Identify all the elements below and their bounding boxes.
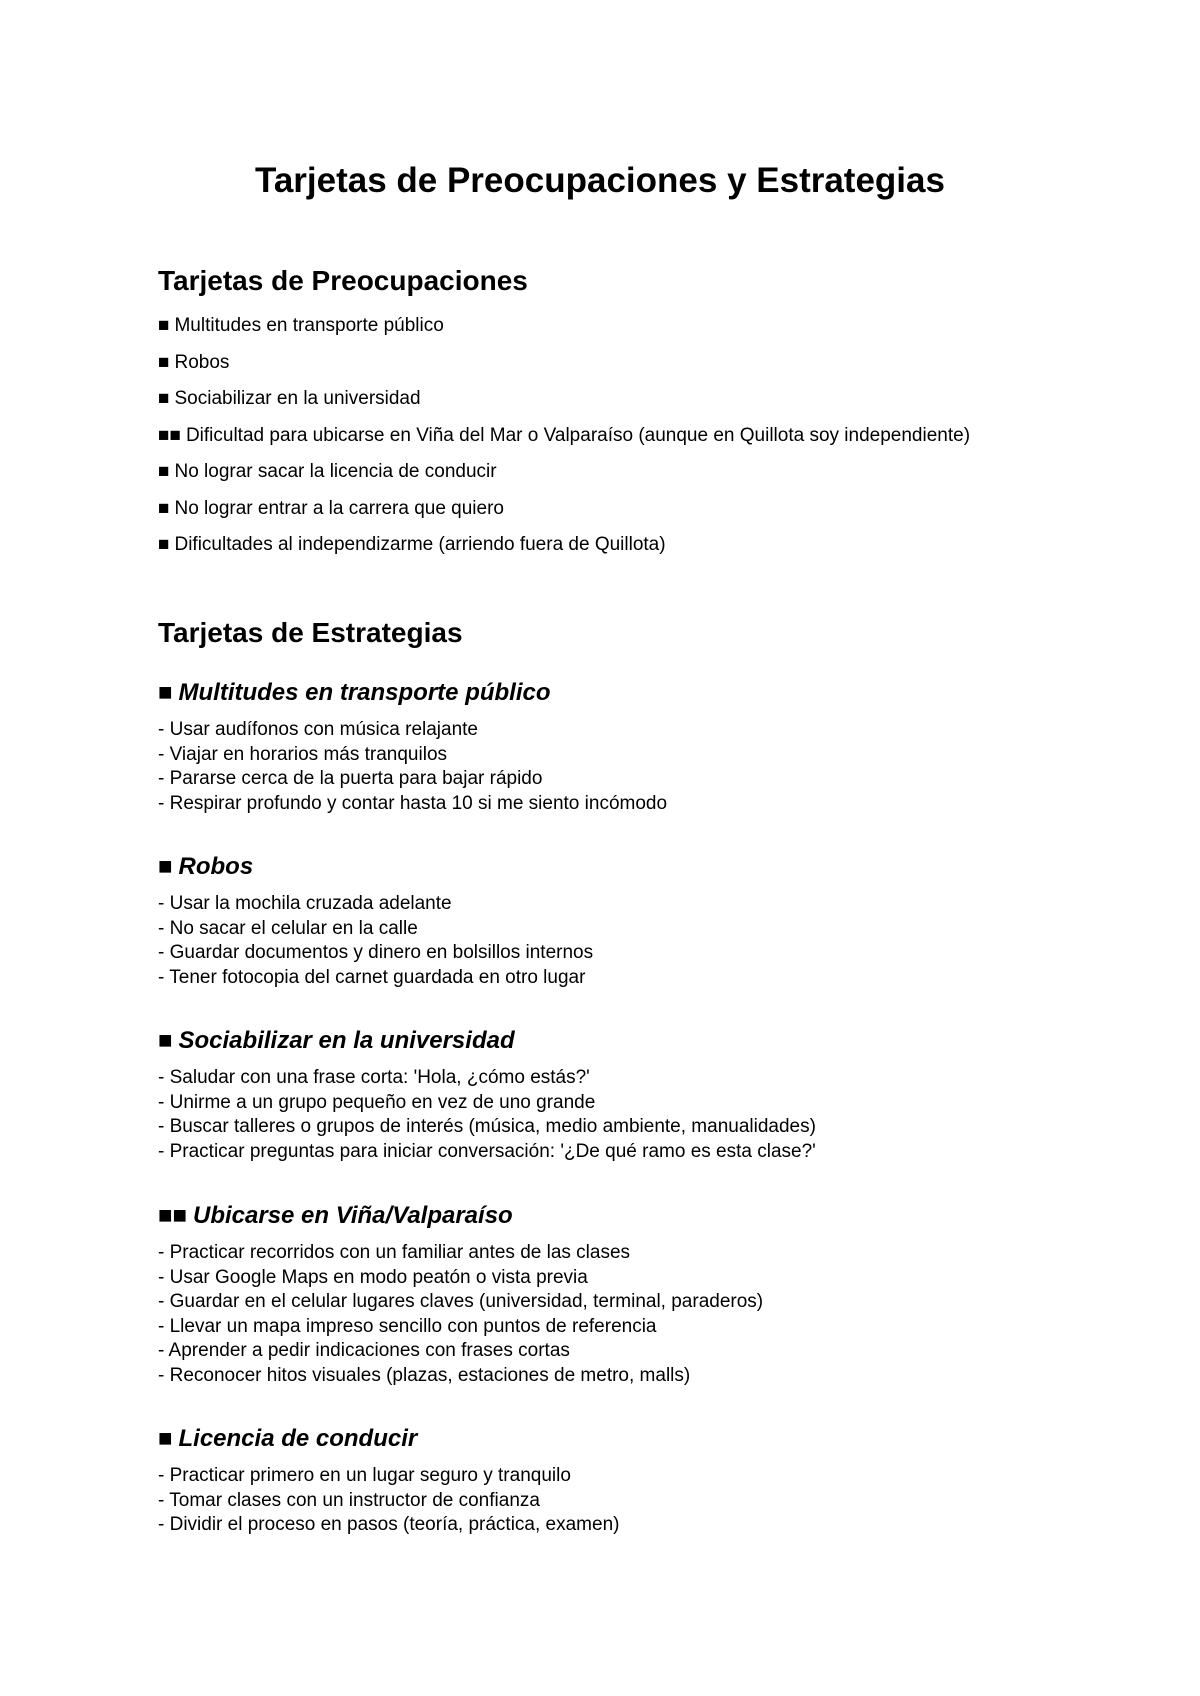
square-bullet-icon: ■ [158,388,170,409]
worries-list [158,308,970,564]
strategy-line: - Unirme a un grupo pequeño en vez de uno grande [158,1091,596,1113]
strategy-lines [158,892,593,990]
strategy-lines [158,718,667,816]
strategies-heading: Tarjetas de Estrategias [158,617,463,648]
worry-text: Sociabilizar en la universidad [174,388,421,409]
strategy-line: - Respirar profundo y contar hasta 10 si me siento incómodo [158,792,668,814]
strategy-line: - Tomar clases con un instructor de confianza [158,1489,540,1511]
worry-text: Multitudes en transporte público [174,315,444,336]
strategy-line: - Practicar primero en un lugar seguro y tranquilo [158,1465,571,1486]
double-square-bullet-icon: ■■ [158,1202,187,1229]
strategy-title-text: Licencia de conducir [178,1425,418,1452]
square-bullet-icon: ■ [158,679,173,706]
list-item [158,454,970,491]
strategy-line: - Tener fotocopia del carnet guardada en otro lugar [158,966,586,988]
strategy-title-text: Multitudes en transporte público [178,679,551,706]
square-bullet-icon: ■ [158,461,170,482]
list-item [158,381,970,418]
worries-heading: Tarjetas de Preocupaciones [158,265,528,296]
strategy-card-sociabilizar [158,1026,816,1164]
strategy-title-text: Robos [178,853,254,880]
strategy-line: - Usar Google Maps en modo peatón o vista previa [158,1266,588,1288]
strategy-lines [158,1241,763,1388]
strategy-line: - Llevar un mapa impreso sencillo con puntos de referencia [158,1315,657,1337]
list-item [158,527,970,564]
list-item [158,418,970,455]
worry-text: Dificultades al independizarme (arriendo fuera de Quillota) [174,534,666,555]
strategy-lines [158,1066,816,1164]
list-item [158,345,970,382]
strategy-card-title [158,1201,763,1231]
strategy-card-title [158,852,593,882]
strategy-line: - Reconocer hitos visuales (plazas, estaciones de metro, malls) [158,1364,691,1386]
strategy-line: - Guardar documentos y dinero en bolsillos internos [158,942,594,963]
strategy-line: - Practicar recorridos con un familiar antes de las clases [158,1242,631,1263]
list-item [158,491,970,528]
strategy-line: - Buscar talleres o grupos de interés (música, medio ambiente, manualidades) [158,1116,816,1137]
strategy-line: - Pararse cerca de la puerta para bajar rápido [158,768,543,789]
strategy-line: - Saludar con una frase corta: 'Hola, ¿cómo estás?' [158,1067,590,1088]
square-bullet-icon: ■ [158,351,170,373]
double-square-bullet-icon: ■■ [158,424,181,446]
square-bullet-icon: ■ [158,534,170,555]
strategy-card-title [158,1424,619,1454]
square-bullet-icon: ■ [158,497,170,519]
strategy-card-robos [158,852,593,990]
strategy-line: - Usar la mochila cruzada adelante [158,893,452,914]
worry-text: No lograr entrar a la carrera que quiero [174,497,504,519]
strategy-card-licencia [158,1424,619,1538]
strategy-lines [158,1464,619,1538]
worry-text: Robos [174,351,230,373]
square-bullet-icon: ■ [158,315,170,336]
strategy-card-transporte [158,678,667,816]
strategy-line: - Usar audífonos con música relajante [158,719,478,740]
strategy-card-title [158,1026,816,1056]
square-bullet-icon: ■ [158,1425,173,1452]
strategy-line: - No sacar el celular en la calle [158,917,418,939]
strategy-card-ubicarse [158,1201,763,1388]
square-bullet-icon: ■ [158,1027,173,1054]
strategy-line: - Viajar en horarios más tranquilos [158,743,448,765]
list-item [158,308,970,345]
strategy-line: - Aprender a pedir indicaciones con frases cortas [158,1340,570,1361]
strategy-line: - Practicar preguntas para iniciar conversación: '¿De qué ramo es esta clase?' [158,1140,816,1162]
strategy-line: - Guardar en el celular lugares claves (universidad, terminal, paraderos) [158,1291,764,1312]
worry-text: No lograr sacar la licencia de conducir [174,461,497,482]
strategy-card-title [158,678,667,708]
strategy-line: - Dividir el proceso en pasos (teoría, práctica, examen) [158,1514,620,1535]
strategy-title-text: Ubicarse en Viña/Valparaíso [193,1202,513,1229]
worry-text: Dificultad para ubicarse en Viña del Mar o Valparaíso (aunque en Quillota soy independiente) [185,424,971,446]
document-title: Tarjetas de Preocupaciones y Estrategias [255,161,945,200]
square-bullet-icon: ■ [158,853,173,880]
strategy-title-text: Sociabilizar en la universidad [178,1027,515,1054]
